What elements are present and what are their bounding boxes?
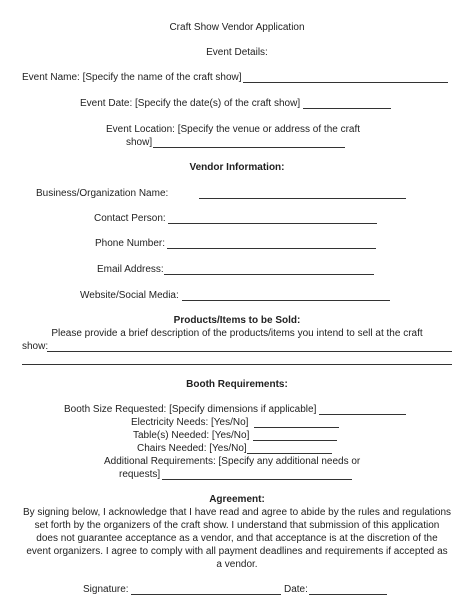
additional-requirements-label-line2: requests] [119,469,161,480]
event-details-heading: Event Details: [206,47,268,58]
contact-person-field[interactable] [168,223,377,224]
event-date-label: Event Date: [Specify the date(s) of the craft show] [80,98,301,109]
tables-label: Table(s) Needed: [Yes/No] [133,430,250,441]
tables-field[interactable] [253,440,337,441]
event-location-label-line2: show] [126,137,153,148]
page-title: Craft Show Vendor Application [169,22,305,33]
additional-requirements-label-line1: Additional Requirements: [Specify any additional needs or [104,456,361,467]
agreement-line: event organizers. I agree to comply with all payment deadlines and requirements if accepted as [26,546,448,557]
date-field[interactable] [309,594,387,595]
email-address-field[interactable] [164,274,374,275]
business-name-field[interactable] [199,198,406,199]
products-field-line1[interactable] [47,351,452,352]
booth-size-label: Booth Size Requested: [Specify dimensions if applicable] [64,404,317,415]
agreement-line: By signing below, I acknowledge that I have read and agree to abide by the rules and regulations [22,507,452,518]
products-field-line2[interactable] [22,364,452,365]
event-date-field[interactable] [303,108,391,109]
agreement-line: a vendor. [216,559,258,570]
event-name-field[interactable] [243,82,448,83]
products-prompt-line2: show: [22,341,49,352]
phone-number-label: Phone Number: [95,238,166,249]
electricity-label: Electricity Needs: [Yes/No] [131,417,249,428]
date-label: Date: [284,584,308,595]
event-name-label: Event Name: [Specify the name of the craft show] [22,72,242,83]
agreement-line: does not guarantee acceptance as a vendor, and that acceptance is at the discretion of the [36,533,438,544]
products-heading: Products/Items to be Sold: [173,315,301,326]
signature-field[interactable] [131,594,281,595]
website-label: Website/Social Media: [80,290,179,301]
agreement-line: set forth by the organizers of the craft show. I understand that submission of this application [34,520,440,531]
products-prompt-line1: Please provide a brief description of the products/items you intend to sell at the craft [51,328,423,339]
vendor-information-heading: Vendor Information: [189,162,285,173]
booth-requirements-heading: Booth Requirements: [186,379,288,390]
phone-number-field[interactable] [167,248,376,249]
booth-size-field[interactable] [319,414,406,415]
website-field[interactable] [182,300,390,301]
electricity-field[interactable] [254,427,339,428]
agreement-heading: Agreement: [209,494,265,505]
chairs-field[interactable] [247,453,332,454]
email-address-label: Email Address: [97,264,164,275]
business-name-label: Business/Organization Name: [36,188,169,199]
chairs-label: Chairs Needed: [Yes/No] [137,443,247,454]
additional-requirements-field[interactable] [162,479,352,480]
contact-person-label: Contact Person: [94,213,166,224]
event-location-label-line1: Event Location: [Specify the venue or address of the craft [106,124,361,135]
signature-label: Signature: [83,584,129,595]
event-location-field[interactable] [153,147,345,148]
